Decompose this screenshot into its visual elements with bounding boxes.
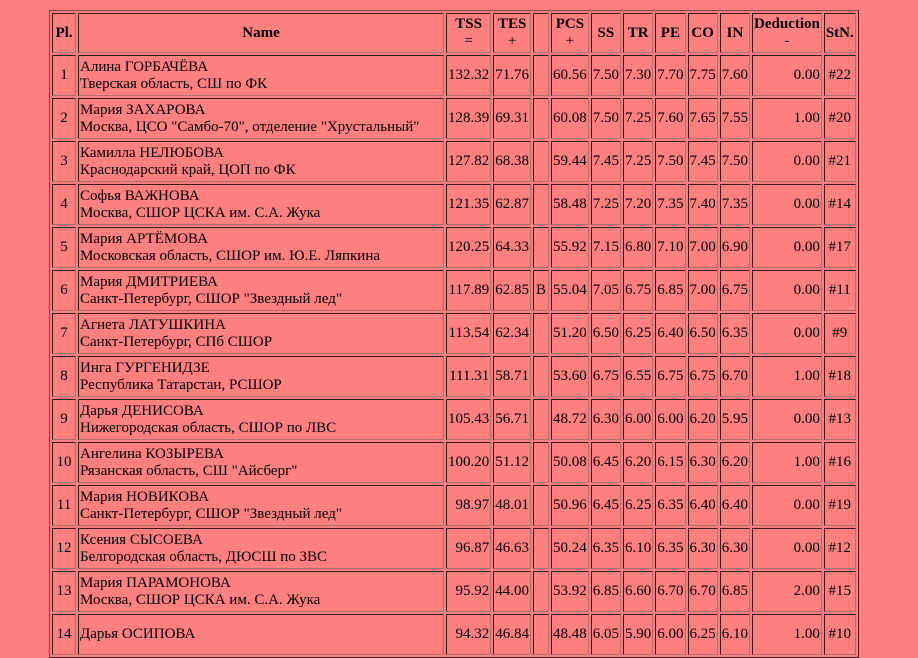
start-number-cell: #14 bbox=[824, 184, 856, 225]
tr-cell: 7.25 bbox=[623, 98, 653, 139]
element-flag-cell bbox=[533, 313, 549, 354]
co-cell: 7.00 bbox=[688, 270, 718, 311]
ss-cell: 6.05 bbox=[591, 614, 621, 655]
pcs-cell: 48.72 bbox=[551, 399, 589, 440]
tes-cell: 62.85 bbox=[493, 270, 531, 311]
place-cell: 14 bbox=[52, 614, 76, 655]
in-cell: 6.10 bbox=[720, 614, 750, 655]
deduction-cell: 1.00 bbox=[752, 98, 822, 139]
header-row bbox=[52, 13, 856, 53]
start-number-cell: #13 bbox=[824, 399, 856, 440]
skater-club: Москва, СШОР ЦСКА им. С.А. Жука bbox=[80, 204, 321, 221]
ss-cell: 7.15 bbox=[591, 227, 621, 268]
in-cell: 5.95 bbox=[720, 399, 750, 440]
ss-cell: 6.45 bbox=[591, 485, 621, 526]
table-row bbox=[52, 270, 856, 311]
tr-cell: 6.25 bbox=[623, 313, 653, 354]
table-row bbox=[52, 485, 856, 526]
start-number-cell: #20 bbox=[824, 98, 856, 139]
pe-cell: 6.85 bbox=[655, 270, 685, 311]
skater-club: Тверская область, СШ по ФК bbox=[80, 75, 268, 92]
skater-name: Инга ГУРГЕНИДЗЕ bbox=[80, 359, 210, 376]
co-cell: 7.00 bbox=[688, 227, 718, 268]
table-row bbox=[52, 442, 856, 483]
skater-club: Рязанская область, СШ "Айсберг" bbox=[80, 462, 298, 479]
skater-name: Софья ВАЖНОВА bbox=[80, 187, 200, 204]
element-flag-cell bbox=[533, 141, 549, 182]
start-number-cell: #10 bbox=[824, 614, 856, 655]
header-pl: Pl. bbox=[52, 13, 76, 53]
element-flag-cell bbox=[533, 528, 549, 569]
tes-cell: 48.01 bbox=[493, 485, 531, 526]
co-cell: 6.30 bbox=[688, 442, 718, 483]
tr-cell: 6.75 bbox=[623, 270, 653, 311]
co-cell: 6.25 bbox=[688, 614, 718, 655]
tr-cell: 6.00 bbox=[623, 399, 653, 440]
tes-cell: 62.34 bbox=[493, 313, 531, 354]
skater-cell bbox=[78, 270, 444, 311]
in-cell: 6.30 bbox=[720, 528, 750, 569]
pcs-cell: 58.48 bbox=[551, 184, 589, 225]
skater-cell bbox=[78, 485, 444, 526]
place-cell: 10 bbox=[52, 442, 76, 483]
pe-cell: 6.35 bbox=[655, 528, 685, 569]
tes-cell: 51.12 bbox=[493, 442, 531, 483]
tes-cell: 64.33 bbox=[493, 227, 531, 268]
pcs-cell: 50.96 bbox=[551, 485, 589, 526]
place-cell: 6 bbox=[52, 270, 76, 311]
tss-cell: 111.31 bbox=[446, 356, 491, 397]
header-pcs-sign: + bbox=[565, 33, 575, 49]
tes-cell: 62.87 bbox=[493, 184, 531, 225]
deduction-cell: 0.00 bbox=[752, 399, 822, 440]
place-cell: 12 bbox=[52, 528, 76, 569]
skater-club: Санкт-Петербург, СШОР "Звездный лед" bbox=[80, 290, 342, 307]
skater-name: Алина ГОРБАЧЁВА bbox=[80, 58, 209, 75]
skater-name: Камилла НЕЛЮБОВА bbox=[80, 144, 224, 161]
table-row bbox=[52, 141, 856, 182]
deduction-cell: 1.00 bbox=[752, 614, 822, 655]
pe-cell: 7.35 bbox=[655, 184, 685, 225]
pe-cell: 6.70 bbox=[655, 571, 685, 612]
skater-club: Белгородская область, ДЮСШ по ЗВС bbox=[80, 548, 328, 565]
ss-cell: 6.45 bbox=[591, 442, 621, 483]
place-cell: 2 bbox=[52, 98, 76, 139]
place-cell: 5 bbox=[52, 227, 76, 268]
element-flag-cell bbox=[533, 399, 549, 440]
co-cell: 7.65 bbox=[688, 98, 718, 139]
table-row bbox=[52, 528, 856, 569]
tss-cell: 105.43 bbox=[446, 399, 491, 440]
element-flag-cell bbox=[533, 55, 549, 96]
tes-cell: 71.76 bbox=[493, 55, 531, 96]
pe-cell: 6.15 bbox=[655, 442, 685, 483]
tr-cell: 7.20 bbox=[623, 184, 653, 225]
co-cell: 7.40 bbox=[688, 184, 718, 225]
skater-name: Мария ЗАХАРОВА bbox=[80, 101, 206, 118]
skater-cell bbox=[78, 98, 444, 139]
place-cell: 4 bbox=[52, 184, 76, 225]
deduction-cell: 0.00 bbox=[752, 485, 822, 526]
table-row bbox=[52, 227, 856, 268]
skater-cell bbox=[78, 442, 444, 483]
tss-cell: 117.89 bbox=[446, 270, 491, 311]
pe-cell: 7.70 bbox=[655, 55, 685, 96]
header-deduction-label: Deduction bbox=[754, 16, 820, 32]
header-deduction-sign: - bbox=[784, 33, 790, 49]
table-row bbox=[52, 184, 856, 225]
tss-cell: 113.54 bbox=[446, 313, 491, 354]
tes-cell: 58.71 bbox=[493, 356, 531, 397]
deduction-cell: 0.00 bbox=[752, 184, 822, 225]
ss-cell: 7.50 bbox=[591, 98, 621, 139]
table-row bbox=[52, 356, 856, 397]
header-tss bbox=[446, 13, 491, 53]
pcs-cell: 60.56 bbox=[551, 55, 589, 96]
results-body bbox=[52, 55, 856, 655]
ss-cell: 6.85 bbox=[591, 571, 621, 612]
skater-cell bbox=[78, 227, 444, 268]
in-cell: 7.55 bbox=[720, 98, 750, 139]
header-name: Name bbox=[78, 13, 444, 53]
start-number-cell: #22 bbox=[824, 55, 856, 96]
header-co: CO bbox=[688, 13, 718, 53]
skater-cell bbox=[78, 141, 444, 182]
in-cell: 7.50 bbox=[720, 141, 750, 182]
skater-club: Москва, ЦСО "Самбо-70", отделение "Хрустальный" bbox=[80, 118, 420, 135]
co-cell: 6.40 bbox=[688, 485, 718, 526]
ss-cell: 7.05 bbox=[591, 270, 621, 311]
ss-cell: 6.50 bbox=[591, 313, 621, 354]
skater-cell bbox=[78, 313, 444, 354]
skater-name: Мария ПАРАМОНОВА bbox=[80, 574, 231, 591]
start-number-cell: #18 bbox=[824, 356, 856, 397]
tes-cell: 68.38 bbox=[493, 141, 531, 182]
tss-cell: 96.87 bbox=[446, 528, 491, 569]
skater-club: Республика Татарстан, РСШОР bbox=[80, 376, 282, 393]
pe-cell: 6.40 bbox=[655, 313, 685, 354]
skater-club: Санкт-Петербург, СПб СШОР bbox=[80, 333, 273, 350]
in-cell: 6.20 bbox=[720, 442, 750, 483]
co-cell: 7.75 bbox=[688, 55, 718, 96]
skater-club: Краснодарский край, ЦОП по ФК bbox=[80, 161, 296, 178]
deduction-cell: 0.00 bbox=[752, 270, 822, 311]
co-cell: 6.75 bbox=[688, 356, 718, 397]
pe-cell: 6.00 bbox=[655, 399, 685, 440]
element-flag-cell bbox=[533, 485, 549, 526]
header-pcs bbox=[551, 13, 589, 53]
in-cell: 6.40 bbox=[720, 485, 750, 526]
start-number-cell: #16 bbox=[824, 442, 856, 483]
place-cell: 7 bbox=[52, 313, 76, 354]
tr-cell: 7.25 bbox=[623, 141, 653, 182]
pcs-cell: 59.44 bbox=[551, 141, 589, 182]
table-row bbox=[52, 399, 856, 440]
tes-cell: 56.71 bbox=[493, 399, 531, 440]
header-element-flag bbox=[533, 13, 549, 53]
tr-cell: 6.20 bbox=[623, 442, 653, 483]
start-number-cell: #11 bbox=[824, 270, 856, 311]
header-deduction bbox=[752, 13, 822, 53]
header-stn: StN. bbox=[824, 13, 856, 53]
tr-cell: 6.60 bbox=[623, 571, 653, 612]
pe-cell: 7.50 bbox=[655, 141, 685, 182]
skater-name: Ксения СЫСОЕВА bbox=[80, 531, 203, 548]
start-number-cell: #9 bbox=[824, 313, 856, 354]
co-cell: 7.45 bbox=[688, 141, 718, 182]
header-ss: SS bbox=[591, 13, 621, 53]
deduction-cell: 0.00 bbox=[752, 313, 822, 354]
deduction-cell: 1.00 bbox=[752, 442, 822, 483]
ss-cell: 7.50 bbox=[591, 55, 621, 96]
tr-cell: 6.25 bbox=[623, 485, 653, 526]
ss-cell: 7.25 bbox=[591, 184, 621, 225]
place-cell: 11 bbox=[52, 485, 76, 526]
tr-cell: 6.10 bbox=[623, 528, 653, 569]
skater-cell bbox=[78, 55, 444, 96]
header-pe: PE bbox=[655, 13, 685, 53]
table-row bbox=[52, 55, 856, 96]
in-cell: 7.35 bbox=[720, 184, 750, 225]
tss-cell: 127.82 bbox=[446, 141, 491, 182]
element-flag-cell bbox=[533, 614, 549, 655]
start-number-cell: #21 bbox=[824, 141, 856, 182]
skater-club: Московская область, СШОР им. Ю.Е. Ляпкина bbox=[80, 247, 381, 264]
tss-cell: 128.39 bbox=[446, 98, 491, 139]
co-cell: 6.50 bbox=[688, 313, 718, 354]
skater-cell bbox=[78, 399, 444, 440]
co-cell: 6.70 bbox=[688, 571, 718, 612]
pcs-cell: 48.48 bbox=[551, 614, 589, 655]
deduction-cell: 0.00 bbox=[752, 55, 822, 96]
tss-cell: 94.32 bbox=[446, 614, 491, 655]
table-row bbox=[52, 98, 856, 139]
element-flag-cell bbox=[533, 442, 549, 483]
skater-name: Дарья ДЕНИСОВА bbox=[80, 402, 204, 419]
skater-club: Нижегородская область, СШОР по ЛВС bbox=[80, 419, 337, 436]
element-flag-cell bbox=[533, 227, 549, 268]
tss-cell: 100.20 bbox=[446, 442, 491, 483]
table-row bbox=[52, 313, 856, 354]
place-cell: 1 bbox=[52, 55, 76, 96]
pcs-cell: 55.92 bbox=[551, 227, 589, 268]
skater-cell bbox=[78, 571, 444, 612]
ss-cell: 6.35 bbox=[591, 528, 621, 569]
tr-cell: 6.80 bbox=[623, 227, 653, 268]
header-pcs-label: PCS bbox=[555, 16, 585, 32]
element-flag-cell bbox=[533, 184, 549, 225]
header-tss-sign: = bbox=[464, 33, 473, 49]
place-cell: 3 bbox=[52, 141, 76, 182]
start-number-cell: #17 bbox=[824, 227, 856, 268]
pcs-cell: 60.08 bbox=[551, 98, 589, 139]
tss-cell: 121.35 bbox=[446, 184, 491, 225]
pcs-cell: 50.24 bbox=[551, 528, 589, 569]
header-tss-label: TSS bbox=[455, 16, 482, 32]
in-cell: 6.85 bbox=[720, 571, 750, 612]
in-cell: 6.75 bbox=[720, 270, 750, 311]
skater-cell bbox=[78, 614, 444, 655]
pcs-cell: 55.04 bbox=[551, 270, 589, 311]
skater-club: Москва, СШОР ЦСКА им. С.А. Жука bbox=[80, 591, 321, 608]
in-cell: 7.60 bbox=[720, 55, 750, 96]
header-tr: TR bbox=[623, 13, 653, 53]
start-number-cell: #15 bbox=[824, 571, 856, 612]
pe-cell: 6.35 bbox=[655, 485, 685, 526]
skater-cell bbox=[78, 356, 444, 397]
deduction-cell: 0.00 bbox=[752, 528, 822, 569]
element-flag-cell bbox=[533, 571, 549, 612]
tes-cell: 46.63 bbox=[493, 528, 531, 569]
skater-name: Агнета ЛАТУШКИНА bbox=[80, 316, 226, 333]
pe-cell: 7.10 bbox=[655, 227, 685, 268]
ss-cell: 6.30 bbox=[591, 399, 621, 440]
element-flag-cell bbox=[533, 356, 549, 397]
results-table bbox=[49, 10, 859, 658]
pcs-cell: 53.92 bbox=[551, 571, 589, 612]
in-cell: 6.70 bbox=[720, 356, 750, 397]
pcs-cell: 53.60 bbox=[551, 356, 589, 397]
deduction-cell: 0.00 bbox=[752, 141, 822, 182]
tr-cell: 6.55 bbox=[623, 356, 653, 397]
tes-cell: 69.31 bbox=[493, 98, 531, 139]
pcs-cell: 50.08 bbox=[551, 442, 589, 483]
co-cell: 6.30 bbox=[688, 528, 718, 569]
tss-cell: 95.92 bbox=[446, 571, 491, 612]
deduction-cell: 2.00 bbox=[752, 571, 822, 612]
pe-cell: 6.75 bbox=[655, 356, 685, 397]
place-cell: 9 bbox=[52, 399, 76, 440]
skater-club: Санкт-Петербург, СШОР "Звездный лед" bbox=[80, 505, 342, 522]
ss-cell: 6.75 bbox=[591, 356, 621, 397]
pe-cell: 6.00 bbox=[655, 614, 685, 655]
header-tes bbox=[493, 13, 531, 53]
element-flag-cell: B bbox=[533, 270, 549, 311]
place-cell: 13 bbox=[52, 571, 76, 612]
deduction-cell: 1.00 bbox=[752, 356, 822, 397]
table-row bbox=[52, 571, 856, 612]
in-cell: 6.35 bbox=[720, 313, 750, 354]
tr-cell: 5.90 bbox=[623, 614, 653, 655]
skater-cell bbox=[78, 528, 444, 569]
tes-cell: 44.00 bbox=[493, 571, 531, 612]
skater-name: Мария НОВИКОВА bbox=[80, 488, 210, 505]
start-number-cell: #12 bbox=[824, 528, 856, 569]
table-row bbox=[52, 614, 856, 655]
tes-cell: 46.84 bbox=[493, 614, 531, 655]
in-cell: 6.90 bbox=[720, 227, 750, 268]
ss-cell: 7.45 bbox=[591, 141, 621, 182]
skater-cell bbox=[78, 184, 444, 225]
tss-cell: 120.25 bbox=[446, 227, 491, 268]
place-cell: 8 bbox=[52, 356, 76, 397]
header-tes-label: TES bbox=[497, 16, 527, 32]
skater-name: Мария АРТЁМОВА bbox=[80, 230, 208, 247]
header-in: IN bbox=[720, 13, 750, 53]
tr-cell: 7.30 bbox=[623, 55, 653, 96]
tss-cell: 98.97 bbox=[446, 485, 491, 526]
skater-name: Дарья ОСИПОВА bbox=[80, 626, 196, 642]
tss-cell: 132.32 bbox=[446, 55, 491, 96]
skater-name: Ангелина КОЗЫРЕВА bbox=[80, 445, 224, 462]
deduction-cell: 0.00 bbox=[752, 227, 822, 268]
pcs-cell: 51.20 bbox=[551, 313, 589, 354]
header-tes-sign: + bbox=[507, 33, 517, 49]
skater-name: Мария ДМИТРИЕВА bbox=[80, 273, 218, 290]
results-table-container bbox=[49, 10, 859, 658]
element-flag-cell bbox=[533, 98, 549, 139]
co-cell: 6.20 bbox=[688, 399, 718, 440]
start-number-cell: #19 bbox=[824, 485, 856, 526]
pe-cell: 7.60 bbox=[655, 98, 685, 139]
